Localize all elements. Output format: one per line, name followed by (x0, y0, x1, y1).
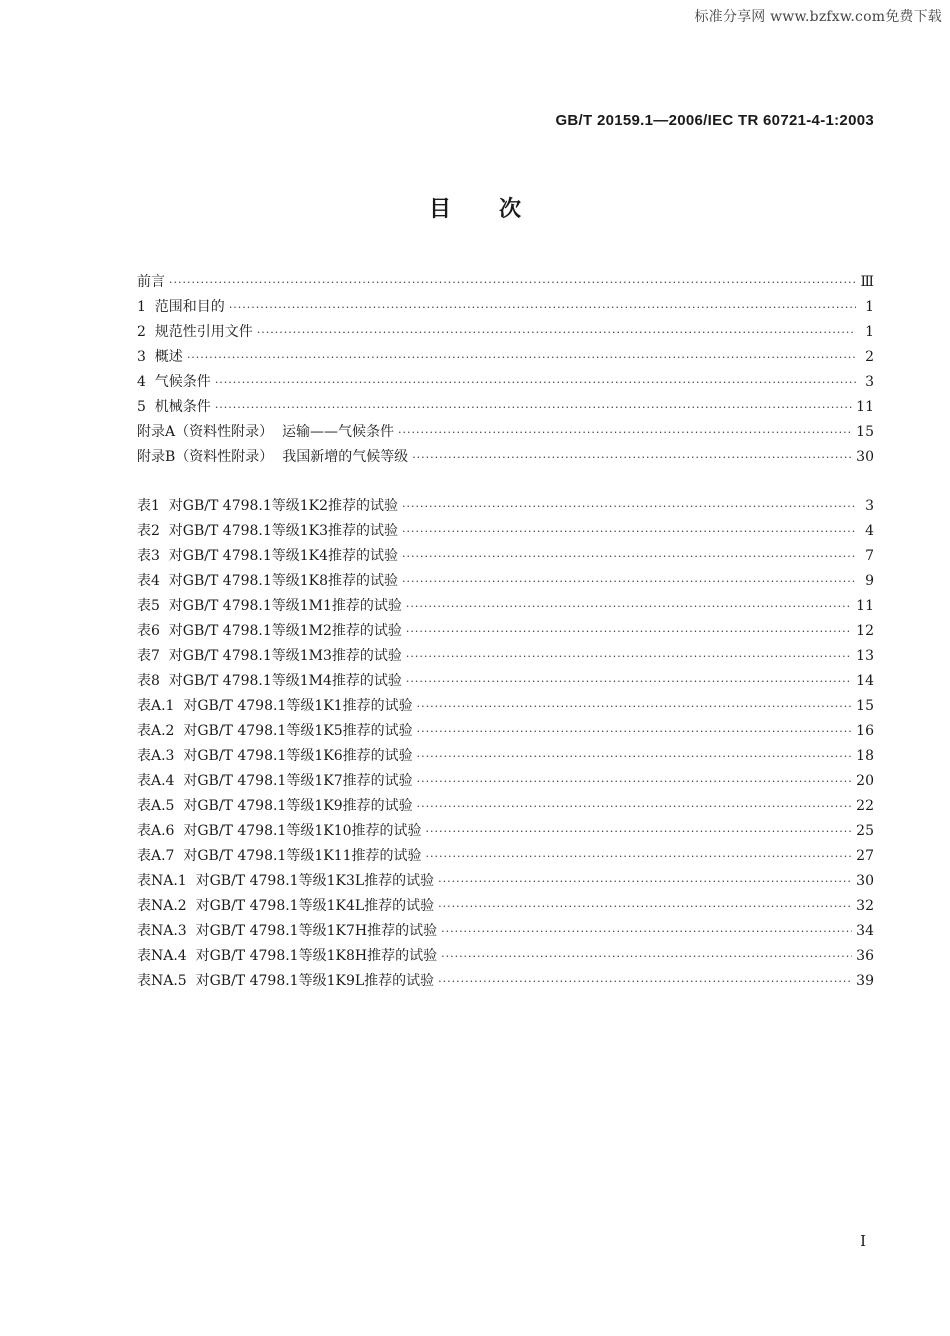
standard-number: GB/T 20159.1—2006/IEC TR 60721-4-1:2003 (555, 112, 874, 129)
toc-entry-label: 表NA.2 对GB/T 4798.1等级1K4L推荐的试验 (137, 898, 435, 914)
toc-entry[interactable] (137, 794, 874, 819)
page-number: Ⅰ (860, 1232, 866, 1250)
toc-entry-page: 12 (856, 623, 874, 639)
toc-entry[interactable] (137, 345, 874, 370)
toc-entry[interactable] (137, 569, 874, 594)
toc-dot-leader (169, 270, 856, 295)
toc-entry[interactable] (137, 894, 874, 919)
toc-entry-label: 表A.5 对GB/T 4798.1等级1K9推荐的试验 (137, 798, 413, 814)
toc-dot-leader (406, 594, 852, 619)
watermark-text: 标准分享网 www.bzfxw.com免费下载 (694, 9, 942, 25)
toc-entry-page: 18 (856, 748, 874, 764)
toc-entry-page: 9 (865, 573, 874, 589)
toc-entry-page: 2 (865, 349, 874, 365)
toc-entry-label: 3 概述 (137, 349, 183, 365)
toc-tables-section (137, 494, 874, 994)
toc-entry-page: 3 (865, 498, 874, 514)
toc-entry-page: 39 (856, 973, 874, 989)
toc-entry[interactable] (137, 619, 874, 644)
toc-entry-label: 表NA.1 对GB/T 4798.1等级1K3L推荐的试验 (137, 873, 435, 889)
toc-dot-leader (441, 919, 852, 944)
toc-entry[interactable] (137, 295, 874, 320)
toc-entry-page: Ⅲ (860, 274, 874, 290)
toc-entry-page: 27 (856, 848, 874, 864)
toc-entry[interactable] (137, 270, 874, 295)
toc-entry-label: 表7 对GB/T 4798.1等级1M3推荐的试验 (137, 648, 402, 664)
toc-entry-page: 15 (856, 424, 874, 440)
toc-entry-page: 30 (856, 449, 874, 465)
toc-dot-leader (402, 544, 856, 569)
toc-entry-label: 表2 对GB/T 4798.1等级1K3推荐的试验 (137, 523, 399, 539)
toc-entry[interactable] (137, 644, 874, 669)
toc-dot-leader (187, 345, 856, 370)
toc-entry-page: 13 (856, 648, 874, 664)
toc-dot-leader (257, 320, 856, 345)
toc-dot-leader (398, 420, 852, 445)
toc-entry-label: 表NA.3 对GB/T 4798.1等级1K7H推荐的试验 (137, 923, 438, 939)
toc-entry-label: 4 气候条件 (137, 374, 211, 390)
toc-entry-page: 25 (856, 823, 874, 839)
toc-dot-leader (402, 569, 856, 594)
toc-dot-leader (417, 744, 853, 769)
toc-dot-leader (406, 669, 852, 694)
toc-entry-label: 5 机械条件 (137, 399, 211, 415)
toc-entry[interactable] (137, 544, 874, 569)
toc-entry[interactable] (137, 944, 874, 969)
toc-dot-leader (215, 370, 856, 395)
toc-entry-page: 11 (856, 399, 874, 415)
toc-entry-label: 表NA.5 对GB/T 4798.1等级1K9L推荐的试验 (137, 973, 435, 989)
toc-dot-leader (426, 819, 853, 844)
toc-entry-label: 表A.4 对GB/T 4798.1等级1K7推荐的试验 (137, 773, 413, 789)
toc-entry[interactable] (137, 395, 874, 420)
toc-entry[interactable] (137, 320, 874, 345)
toc-entry-page: 7 (865, 548, 874, 564)
toc-entry-page: 32 (856, 898, 874, 914)
toc-entry-label: 1 范围和目的 (137, 299, 225, 315)
toc-entry-page: 1 (865, 324, 874, 340)
toc-entry-label: 表A.6 对GB/T 4798.1等级1K10推荐的试验 (137, 823, 422, 839)
toc-dot-leader (438, 869, 852, 894)
toc-entry[interactable] (137, 669, 874, 694)
toc-entry-label: 2 规范性引用文件 (137, 324, 253, 340)
toc-entry-page: 30 (856, 873, 874, 889)
toc-dot-leader (412, 445, 852, 470)
toc-entry-label: 表3 对GB/T 4798.1等级1K4推荐的试验 (137, 548, 399, 564)
toc-entry-label: 表A.3 对GB/T 4798.1等级1K6推荐的试验 (137, 748, 413, 764)
toc-entry-page: 34 (856, 923, 874, 939)
toc-entry-page: 3 (865, 374, 874, 390)
toc-entry-page: 36 (856, 948, 874, 964)
page-title: 目次 (428, 197, 569, 222)
toc-dot-leader (406, 619, 852, 644)
toc-dot-leader (417, 769, 853, 794)
toc-dot-leader (215, 395, 852, 420)
toc-entry-label: 表1 对GB/T 4798.1等级1K2推荐的试验 (137, 498, 399, 514)
toc-entry[interactable] (137, 519, 874, 544)
toc-dot-leader (417, 794, 853, 819)
toc-dot-leader (402, 519, 856, 544)
toc-entry[interactable] (137, 445, 874, 470)
toc-entry-label: 表NA.4 对GB/T 4798.1等级1K8H推荐的试验 (137, 948, 438, 964)
toc-entry[interactable] (137, 370, 874, 395)
toc-entry-label: 附录B（资料性附录） 我国新增的气候等级 (137, 449, 409, 465)
toc-entry-label: 附录A（资料性附录） 运输——气候条件 (137, 424, 395, 440)
toc-entry-label: 表6 对GB/T 4798.1等级1M2推荐的试验 (137, 623, 402, 639)
toc-dot-leader (426, 844, 853, 869)
toc-entry[interactable] (137, 819, 874, 844)
toc-entry[interactable] (137, 769, 874, 794)
toc-entry[interactable] (137, 494, 874, 519)
toc-entry-label: 表A.7 对GB/T 4798.1等级1K11推荐的试验 (137, 848, 422, 864)
toc-entry[interactable] (137, 969, 874, 994)
toc-entry[interactable] (137, 744, 874, 769)
toc-entry[interactable] (137, 869, 874, 894)
toc-entry[interactable] (137, 719, 874, 744)
toc-dot-leader (406, 644, 852, 669)
toc-entry-page: 20 (856, 773, 874, 789)
toc-entry-page: 4 (865, 523, 874, 539)
toc-entry[interactable] (137, 844, 874, 869)
toc-entry-page: 1 (865, 299, 874, 315)
toc-entry-label: 表5 对GB/T 4798.1等级1M1推荐的试验 (137, 598, 402, 614)
toc-entry-label: 前言 (137, 274, 165, 290)
toc-entry-label: 表A.2 对GB/T 4798.1等级1K5推荐的试验 (137, 723, 413, 739)
toc-entry-page: 14 (856, 673, 874, 689)
toc-entry[interactable] (137, 594, 874, 619)
toc-entry-page: 11 (856, 598, 874, 614)
toc-entry-page: 15 (856, 698, 874, 714)
toc-entry[interactable] (137, 919, 874, 944)
toc-entry-label: 表8 对GB/T 4798.1等级1M4推荐的试验 (137, 673, 402, 689)
toc-entry[interactable] (137, 694, 874, 719)
toc-main-section (137, 270, 874, 470)
toc-entry-page: 16 (856, 723, 874, 739)
toc-dot-leader (402, 494, 856, 519)
toc-dot-leader (441, 944, 852, 969)
toc-dot-leader (438, 894, 852, 919)
toc-entry-label: 表A.1 对GB/T 4798.1等级1K1推荐的试验 (137, 698, 413, 714)
toc-dot-leader (229, 295, 856, 320)
toc-entry-page: 22 (856, 798, 874, 814)
toc-dot-leader (417, 719, 853, 744)
toc-dot-leader (417, 694, 853, 719)
toc-entry[interactable] (137, 420, 874, 445)
toc-entry-label: 表4 对GB/T 4798.1等级1K8推荐的试验 (137, 573, 399, 589)
toc-dot-leader (438, 969, 852, 994)
